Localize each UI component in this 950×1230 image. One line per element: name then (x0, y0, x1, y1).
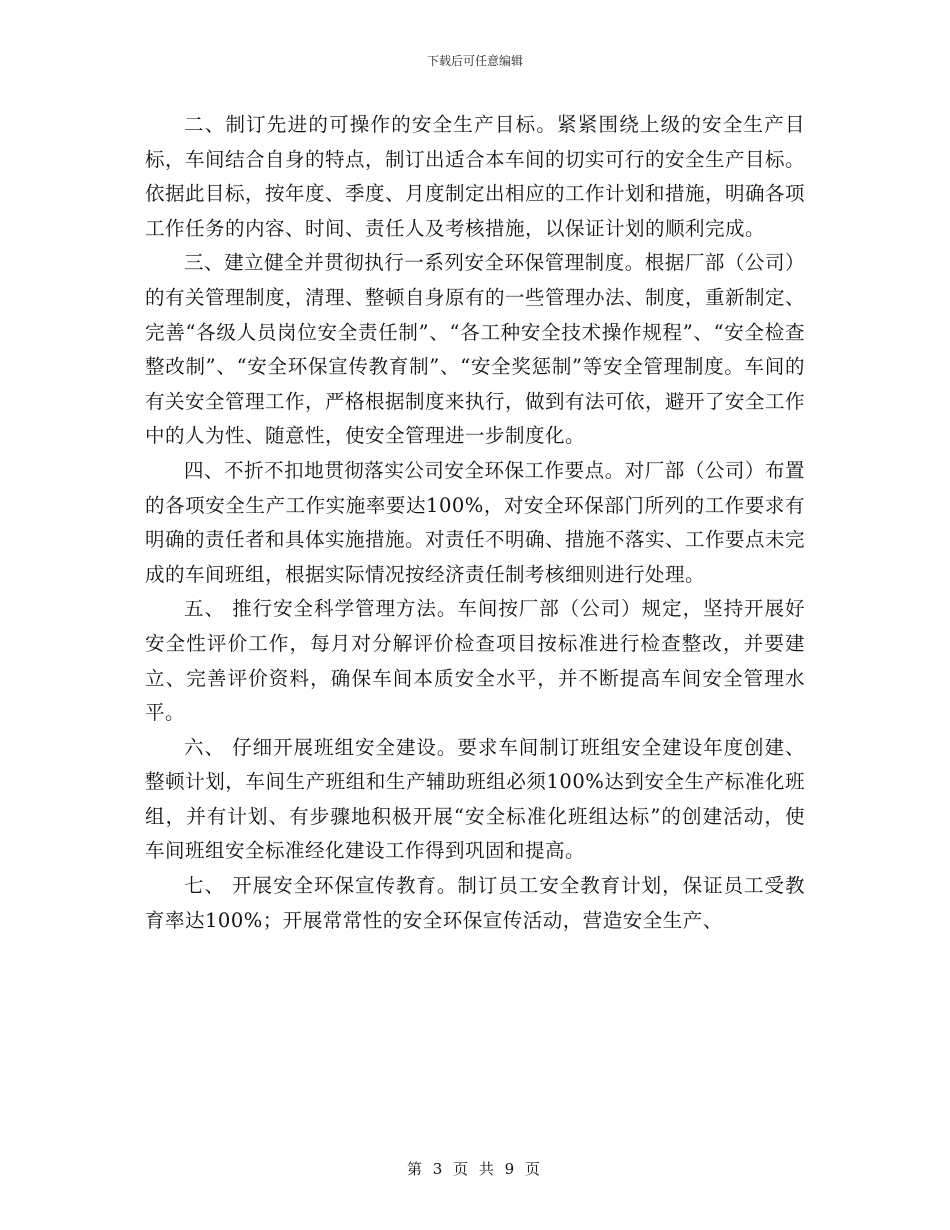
document-body (145, 108, 805, 938)
page-header: 下载后可任意编辑 (426, 54, 523, 68)
paragraph-6: 六、 仔细开展班组安全建设。要求车间制订班组安全建设年度创建、整顿计划，车间生产班组和生产辅助班组必须100%达到安全生产标准化班组，并有计划、有步骤地积极开展“安全标准化班组达标”的创建活动，使车间班组安全标准经化建设工作得到巩固和提高。 (145, 735, 805, 863)
paragraph-2: 二、制订先进的可操作的安全生产目标。紧紧围绕上级的安全生产目标，车间结合自身的特点，制订出适合本车间的切实可行的安全生产目标。依据此目标，按年度、季度、月度制定出相应的工作计划和措施，明确各项工作任务的内容、时间、责任人及考核措施，以保证计划的顺利完成。 (145, 113, 806, 240)
page-footer: 第 3 页 共 9 页 (407, 1160, 543, 1178)
paragraph-5: 五、 推行安全科学管理方法。车间按厂部（公司）规定，坚持开展好安全性评价工作，每月对分解评价检查项目按标准进行检查整改，并要建立、完善评价资料，确保车间本质安全水平，并不断提高车间安全管理水平。 (145, 597, 805, 725)
paragraph-3: 三、建立健全并贯彻执行一系列安全环保管理制度。根据厂部（公司）的有关管理制度，清理、整顿自身原有的一些管理办法、制度，重新制定、完善“各级人员岗位安全责任制”、“各工种安全技术操作规程”、“安全检查整改制”、“安全环保宣传教育制”、“安全奖惩制”等安全管理制度。车间的有关安全管理工作，严格根据制度来执行，做到有法可依，避开了安全工作中的人为性、随意性，使安全管理进一步制度化。 (145, 251, 806, 448)
paragraph-7: 七、 开展安全环保宣传教育。制订员工安全教育计划，保证员工受教育率达100%；开展常常性的安全环保宣传活动，营造安全生产、 (145, 874, 805, 932)
paragraph-4: 四、不折不扣地贯彻落实公司安全环保工作要点。对厂部（公司）布置的各项安全生产工作实施率要达100%，对安全环保部门所列的工作要求有明确的责任者和具体实施措施。对责任不明确、措施不落实、工作要点未完成的车间班组，根据实际情况按经济责任制考核细则进行处理。 (145, 458, 806, 586)
